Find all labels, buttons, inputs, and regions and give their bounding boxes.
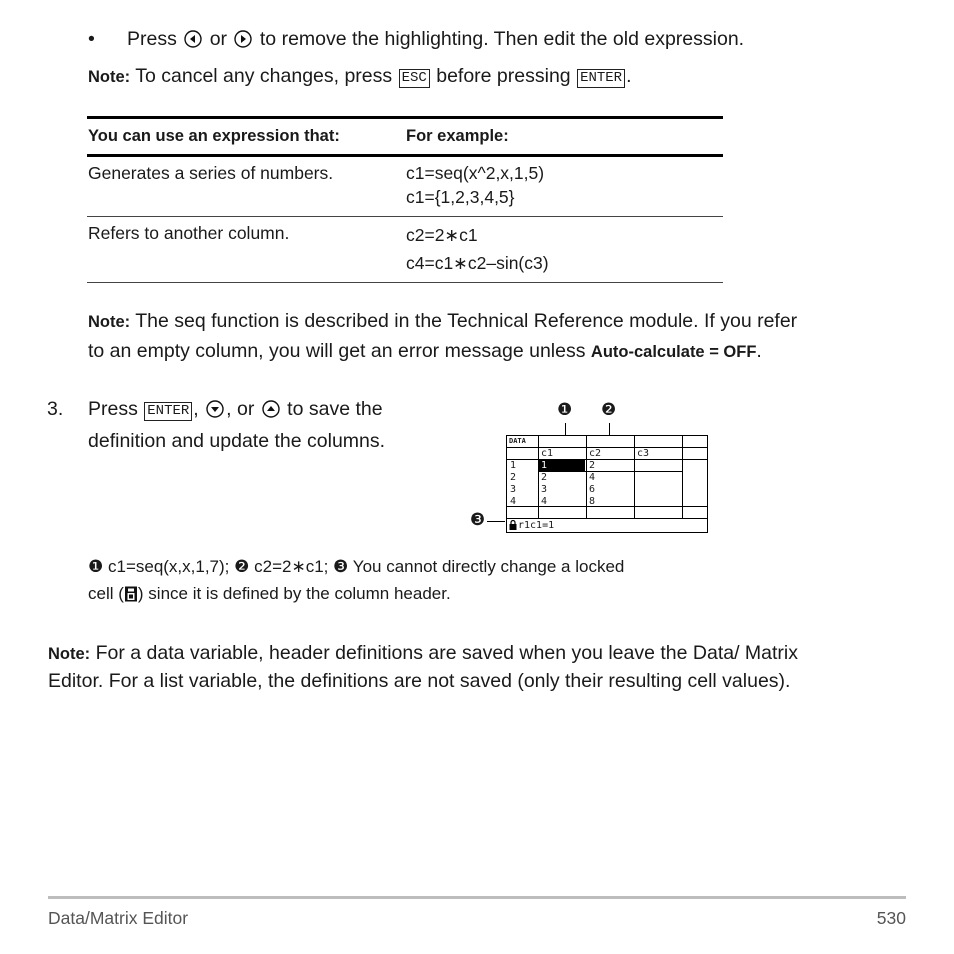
note-definitions-line2: Editor. For a list variable, the definitions are not saved (only their resulting cell values). [48,670,791,692]
callout-1-ref: ❶ [88,557,104,576]
note-label: Note: [88,68,131,86]
enter-key-icon: ENTER [144,402,192,421]
data-editor-screen [506,435,708,533]
c2-cell: 4 [589,472,596,483]
down-arrow-key-icon [206,398,224,427]
bullet-or-text: or [209,28,228,50]
caption-text: ) since it is defined by the column header. [137,584,451,603]
row-number: 2 [510,472,517,483]
note-seq-line2 [88,337,797,367]
up-arrow-key-icon [262,398,280,427]
note-period: . [756,340,762,362]
example-line: c2=2∗c1 [406,225,478,245]
table-row [87,217,723,283]
note-text: to an empty column, you will get an error message unless [88,340,586,362]
table-cell-description: Refers to another column. [88,223,290,243]
note-label: Note: [48,645,91,663]
lock-icon [509,520,517,533]
step-or-text: , or [226,398,255,420]
c1-cell: 4 [541,496,548,507]
table-header-row [87,119,723,154]
callout-3-marker: ❸ [470,510,486,529]
callout-3-leader [487,521,505,522]
note-seq-line1 [88,307,797,337]
step-line1 [88,395,385,427]
step-line2: definition and update the columns. [88,430,386,452]
esc-key-icon: ESC [399,69,430,88]
row-number: 3 [510,484,517,495]
note-cancel [88,62,632,92]
caption-line2 [88,580,624,610]
mode-label: DATA [509,437,526,445]
callout-2-ref: ❷ [234,557,250,576]
table-header-cell: You can use an expression that: [88,127,340,145]
note-text: To cancel any changes, press [135,65,393,87]
column-header-c2: c2 [589,448,602,459]
expression-table [87,116,723,283]
bullet-after-text: to remove the highlighting. Then edit the old expression. [259,28,745,50]
lock-icon [124,583,138,610]
example-line: c1=seq(x^2,x,1,5) [406,163,545,183]
table-row [87,157,723,217]
right-arrow-key-icon [234,28,252,57]
callout-3-ref: ❸ [333,557,349,576]
footer-rule [48,896,906,899]
note-text: For a data variable, header definitions are saved when you leave the Data/ Matrix [95,642,798,664]
highlighted-cell[interactable]: 1 [539,460,585,471]
table-header-cell: For example: [406,127,509,145]
step-number: 3. [47,398,64,420]
c2-cell: 8 [589,496,596,507]
c1-cell: 3 [541,484,548,495]
bullet-instruction-text [127,25,744,57]
column-header-c3: c3 [637,448,650,459]
caption-text: c2=2∗c1; [254,557,329,576]
caption-text: c1=seq(x,x,1,7); [107,557,230,576]
caption-line1 [88,553,624,580]
footer-section-title: Data/Matrix Editor [48,908,189,928]
enter-key-icon: ENTER [577,69,625,88]
auto-calculate-setting: Auto-calculate = OFF [590,343,757,361]
table-cell-examples [406,217,723,282]
step-instruction [88,395,385,456]
note-text: before pressing [436,65,571,87]
table-cell-examples [406,157,723,216]
column-header-c1: c1 [541,448,554,459]
row-number: 4 [510,496,517,507]
example-line: c4=c1∗c2–sin(c3) [406,253,549,273]
note-definitions-line1 [48,640,798,668]
row-number: 1 [510,460,517,471]
step-press-text: Press [88,398,138,420]
figure-caption [88,553,624,610]
bullet: • [88,28,95,50]
caption-text: cell ( [88,584,124,603]
note-text: The seq function is described in the Technical Reference module. If you refer [135,310,798,332]
c2-cell: 2 [589,460,596,471]
callout-1-marker: ❶ [557,400,573,419]
c1-cell: 2 [541,472,548,483]
status-line: r1c1=1 [518,520,555,531]
note-seq [88,307,797,367]
page-number: 530 [876,908,906,928]
example-line: c1={1,2,3,4,5} [406,187,515,207]
step-comma: , [193,398,199,420]
note-label: Note: [88,313,131,331]
note-definitions [48,640,798,695]
bullet-press-text: Press [127,28,177,50]
left-arrow-key-icon [184,28,202,57]
caption-text: You cannot directly change a locked [352,557,625,576]
callout-2-marker: ❷ [601,400,617,419]
c2-cell: 6 [589,484,596,495]
bullet-instruction [88,25,95,54]
note-period: . [626,65,632,87]
table-cell-description: Generates a series of numbers. [88,163,334,183]
step-after-text: to save the [287,398,383,420]
